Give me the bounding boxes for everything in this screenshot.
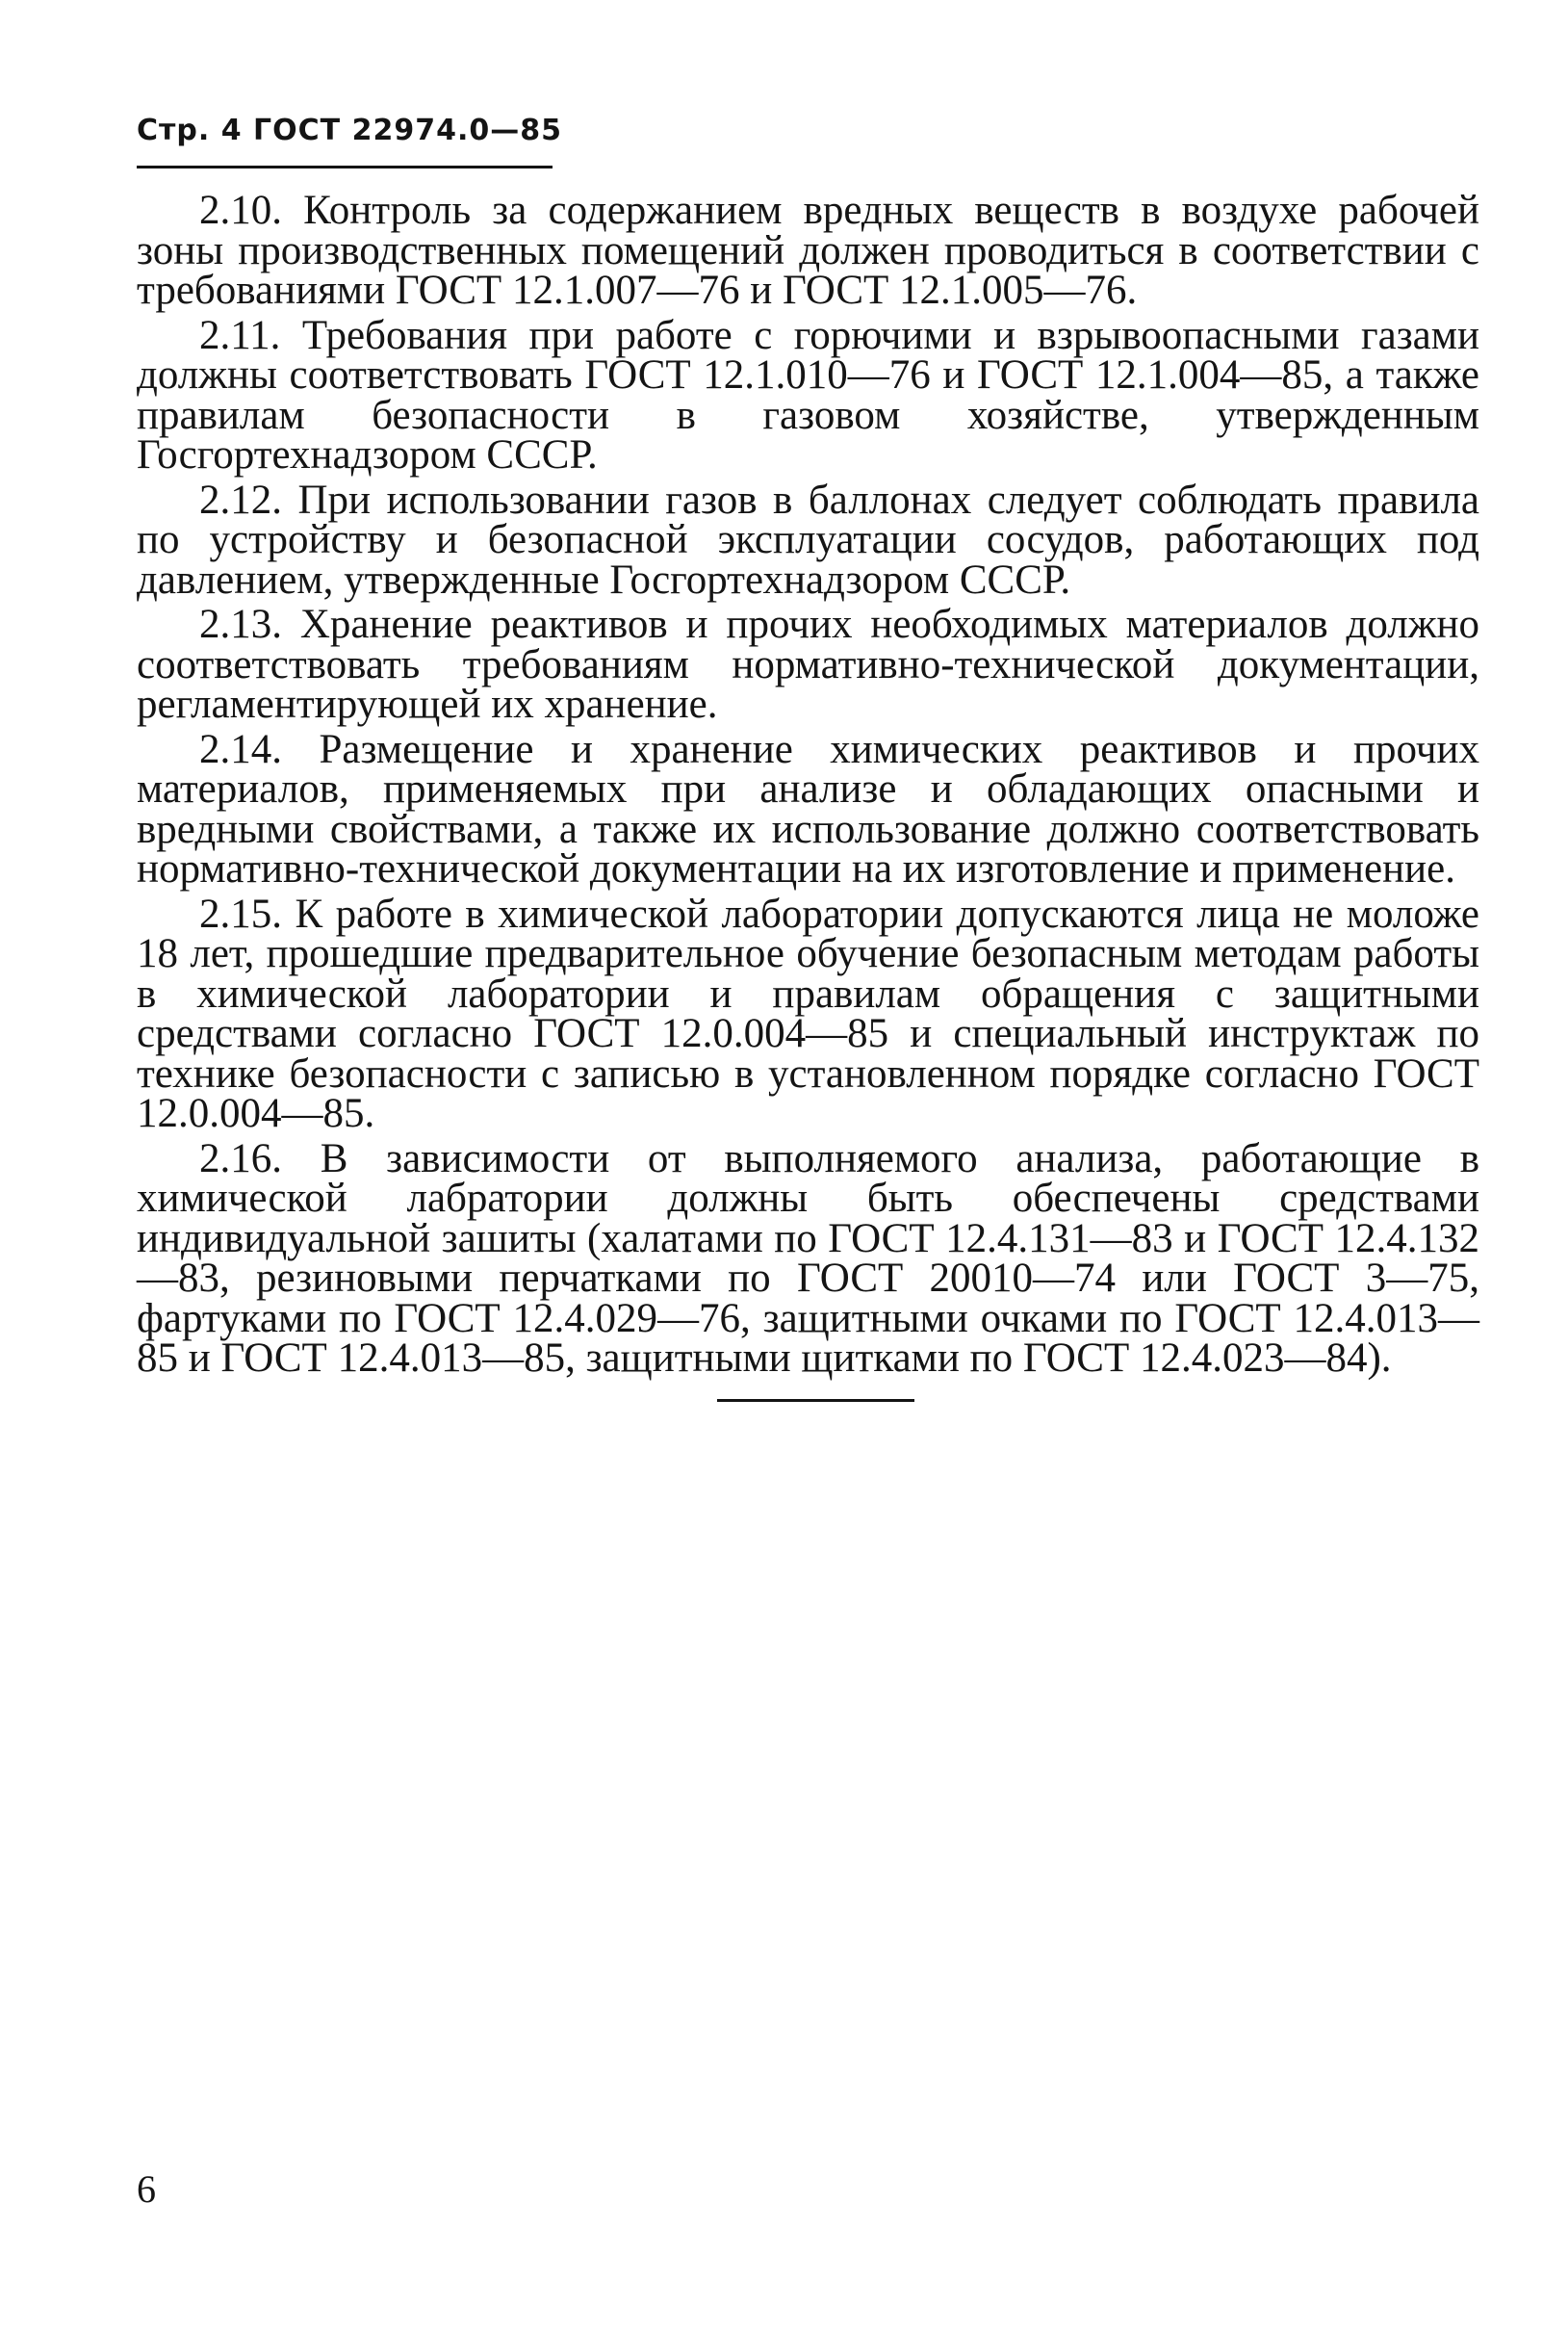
paragraph-2-15: 2.15. К работе в химической лаборатории допускаются лица не моложе 18 лет, прошедшие предварительное обучение безопасным методам работы в химической лаборатории и правилам обращения с защитными средствами согласно ГОСТ 12.0.004—85 и специальный инструктаж по технике безопасности с записью в установленном порядке согласно ГОСТ 12.0.004—85. xyxy=(137,891,1479,1136)
paragraph-2-11: 2.11. Требования при работе с горючими и взрывоопасными газами должны соответствовать ГОСТ 12.1.010—76 и ГОСТ 12.1.004—85, а также правилам безопасности в газовом хозяйстве, утвержденным Госгортехнадзором СССР. xyxy=(137,312,1479,478)
paragraph-2-14: 2.14. Размещение и хранение химических реактивов и прочих материалов, применяемых при анализе и обладающих опасными и вредными свойствами, а также их использование должно соответствовать нормативно-технической документации на их изготовление и применение. xyxy=(137,726,1479,892)
body-text xyxy=(137,188,1479,1384)
paragraph-2-10: 2.10. Контроль за содержанием вредных веществ в воздухе рабочей зоны производственных помещений должен проводиться в соответствии с требованиями ГОСТ 12.1.007—76 и ГОСТ 12.1.005—76. xyxy=(137,188,1479,313)
header-rule xyxy=(137,166,553,168)
paragraph-2-12: 2.12. При использовании газов в баллонах следует соблюдать правила по устройству и безопасной эксплуатации сосудов, работающих под давлением, утвержденные Госгортехнадзором СССР. xyxy=(137,477,1479,603)
page-number: 6 xyxy=(137,2167,156,2211)
paragraph-2-16: 2.16. В зависимости от выполняемого анализа, работающие в химической лабратории должны быть обеспечены средствами индивидуальной зашиты (халатами по ГОСТ 12.4.131—83 и ГОСТ 12.4.132—83, резиновыми перчатками по ГОСТ 20010—74 или ГОСТ 3—75, фартуками по ГОСТ 12.4.029—76, защитными очками по ГОСТ 12.4.013—85 и ГОСТ 12.4.013—85, защитными щитками по ГОСТ 12.4.023—84). xyxy=(137,1135,1479,1381)
section-end-rule xyxy=(717,1399,914,1402)
running-header: Стр. 4 ГОСТ 22974.0—85 xyxy=(137,114,562,147)
paragraph-2-13: 2.13. Хранение реактивов и прочих необходимых материалов должно соответствовать требованиям нормативно-технической документации, регламентирующей их хранение. xyxy=(137,602,1479,727)
